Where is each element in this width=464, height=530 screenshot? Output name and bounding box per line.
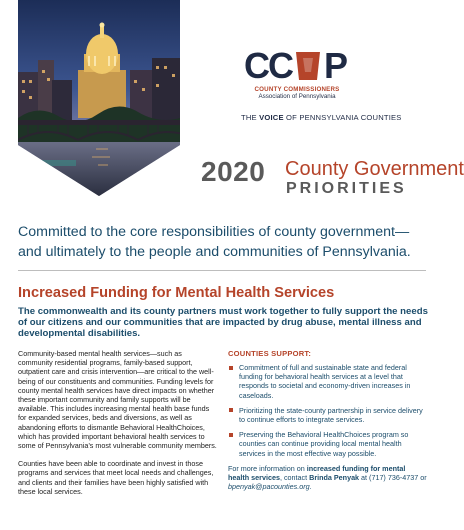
- logo-line-1: COUNTY COMMISSIONERS: [254, 86, 340, 93]
- supports-item-text: Preserving the Behavioral HealthChoices program so counties can continue providing local mental health services in the most effective way possible.: [239, 430, 409, 458]
- title-line-2: PRIORITIES: [286, 180, 407, 197]
- year: 2020: [201, 156, 266, 187]
- supports-heading: COUNTIES SUPPORT:: [228, 349, 312, 358]
- keystone-icon: [293, 50, 323, 82]
- mission-tagline: Committed to the core responsibilities of county government—and ultimately to the people and communities of Pennsylvania.: [18, 224, 411, 260]
- title-line-1: County Government: [285, 158, 464, 180]
- contact-info: [228, 464, 428, 492]
- voice-rest: OF PENNSYLVANIA COUNTIES: [283, 113, 402, 122]
- voice-word: VOICE: [259, 113, 284, 122]
- supports-item: [228, 430, 428, 458]
- contact-prefix: For more information on: [228, 463, 307, 473]
- section-title: Increased Funding for Mental Health Services: [18, 285, 335, 301]
- square-bullet-icon: [229, 433, 233, 437]
- right-column: [228, 349, 428, 491]
- contact-name: Brinda Penyak: [309, 473, 360, 483]
- logo-line-2: Association of Pennsylvania: [258, 93, 336, 100]
- square-bullet-icon: [229, 408, 233, 412]
- contact-mid: , contact: [279, 473, 310, 483]
- hero-image: [18, 0, 180, 196]
- square-bullet-icon: [229, 366, 233, 370]
- supports-item: [228, 363, 428, 400]
- supports-item-text: Commitment of full and sustainable state and federal funding for behavioral health services at a level that responds to societal and economy-driven increases in caseloads.: [239, 363, 411, 400]
- capitol-skyline-image: [18, 0, 180, 196]
- section-lead: The commonwealth and its county partners must work together to fully support the needs of our citizens and our communities that are impacted by drug abuse, mental illness and developmental disabilities.: [18, 306, 428, 340]
- supports-item: [228, 406, 428, 424]
- contact-email-link[interactable]: bpenyak@pacounties.org: [228, 482, 310, 492]
- voice-tagline: [241, 113, 402, 122]
- body-paragraph-1: Community-based mental health services—such as community residential programs, family-based support, outpatient care and crisis intervention—are critical to the well-being of our constituents and communities. Funding levels for county mental health services have direct impacts on whether these important community and family supports will be available. This includes increasing mental health base funds for expanded services, beds and diversions, as well as abandoning efforts to dismantle Behavioral HealthChoices, which has provided important behavioral health services to some of Pennsylvania’s most vulnerable community members.: [18, 349, 217, 451]
- ccap-logo: [244, 45, 354, 100]
- supports-list: [228, 363, 428, 458]
- logo-wordmark-right: P: [324, 45, 347, 86]
- divider: [18, 270, 426, 271]
- contact-phone: at (717) 736-4737 or: [359, 473, 427, 483]
- voice-the: THE: [241, 113, 260, 122]
- contact-end: .: [309, 482, 312, 492]
- supports-item-text: Prioritizing the state-county partnership in service delivery to continue efforts to integrate services.: [239, 405, 423, 425]
- contact-topic: increased funding for mental health services: [228, 463, 406, 483]
- left-column: [18, 349, 218, 496]
- body-paragraph-2: Counties have been able to coordinate and invest in those programs and services that meet local needs and challenges, and clients and their families have been highly satisfied with these local services.: [18, 459, 214, 496]
- logo-wordmark-left: CC: [244, 45, 292, 86]
- ccap-wordmark: [244, 45, 354, 86]
